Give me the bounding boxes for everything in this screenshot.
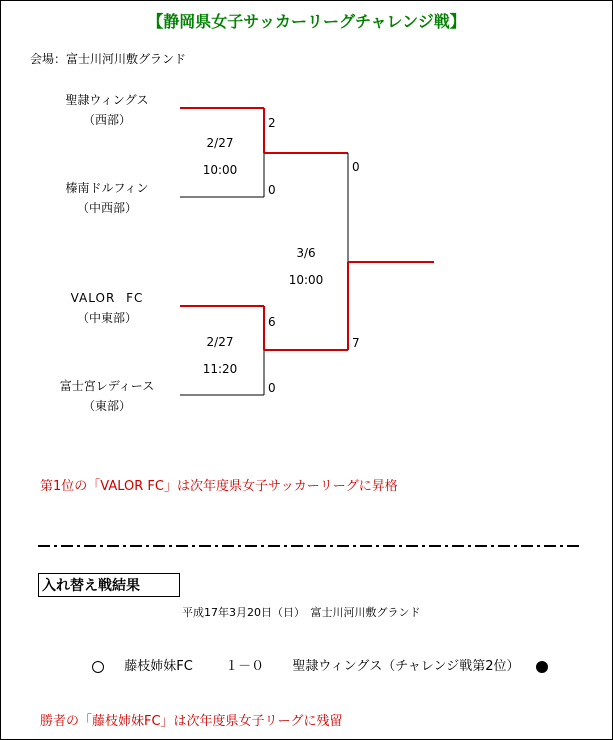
replacement-result bbox=[92, 655, 548, 674]
match1-score-bottom: 0 bbox=[268, 183, 276, 197]
match-time: 10:00 bbox=[288, 273, 324, 287]
team-region: （中東部） bbox=[76, 311, 137, 325]
match2-score-top: 6 bbox=[268, 315, 276, 329]
match-score: １－０ bbox=[225, 659, 265, 674]
match1-score-top: 2 bbox=[268, 116, 276, 130]
venue-label: 会場：富士川河川敷グランド bbox=[30, 52, 187, 66]
match-date: 2/27 bbox=[206, 136, 234, 150]
winner-marker-icon bbox=[92, 661, 104, 673]
match2-datetime bbox=[190, 329, 250, 383]
team-name: 富士宮レディース bbox=[59, 379, 155, 393]
team-region: （西部） bbox=[82, 113, 131, 127]
team-name: VALOR FC bbox=[70, 291, 144, 305]
final-datetime bbox=[276, 240, 336, 294]
page-title: 【静岡県女子サッカーリーグチャレンジ戦】 bbox=[147, 12, 466, 31]
match-time: 10:00 bbox=[202, 163, 238, 177]
match2-score-bottom: 0 bbox=[268, 381, 276, 395]
final-score-top: 0 bbox=[352, 160, 360, 174]
loser-marker-icon bbox=[536, 661, 548, 673]
promotion-note: 第1位の「VALOR FC」は次年度県女子サッカーリーグに昇格 bbox=[40, 479, 398, 494]
team-4 bbox=[37, 376, 177, 416]
final-score-bottom: 7 bbox=[352, 336, 360, 350]
team-2 bbox=[37, 178, 177, 218]
result-note: 勝者の「藤枝姉妹FC」は次年度県女子リーグに残留 bbox=[40, 714, 343, 729]
team-name: 聖隷ウィングス bbox=[65, 93, 149, 107]
match-date: 3/6 bbox=[296, 246, 316, 260]
replacement-date-venue: 平成17年3月20日（日） 富士川河川敷グランド bbox=[182, 606, 421, 619]
match-time: 11:20 bbox=[202, 362, 238, 376]
team-3 bbox=[37, 288, 177, 328]
team-name: 榛南ドルフィン bbox=[65, 181, 149, 195]
team-region: （中西部） bbox=[76, 201, 137, 215]
team-right: 聖隷ウィングス（チャレンジ戦第2位） bbox=[292, 659, 520, 674]
match-date: 2/27 bbox=[206, 335, 234, 349]
team-region: （東部） bbox=[82, 399, 131, 413]
replacement-heading: 入れ替え戦結果 bbox=[38, 573, 180, 597]
match1-datetime bbox=[190, 130, 250, 184]
team-1 bbox=[37, 90, 177, 130]
team-left: 藤枝姉妹FC bbox=[124, 659, 193, 674]
